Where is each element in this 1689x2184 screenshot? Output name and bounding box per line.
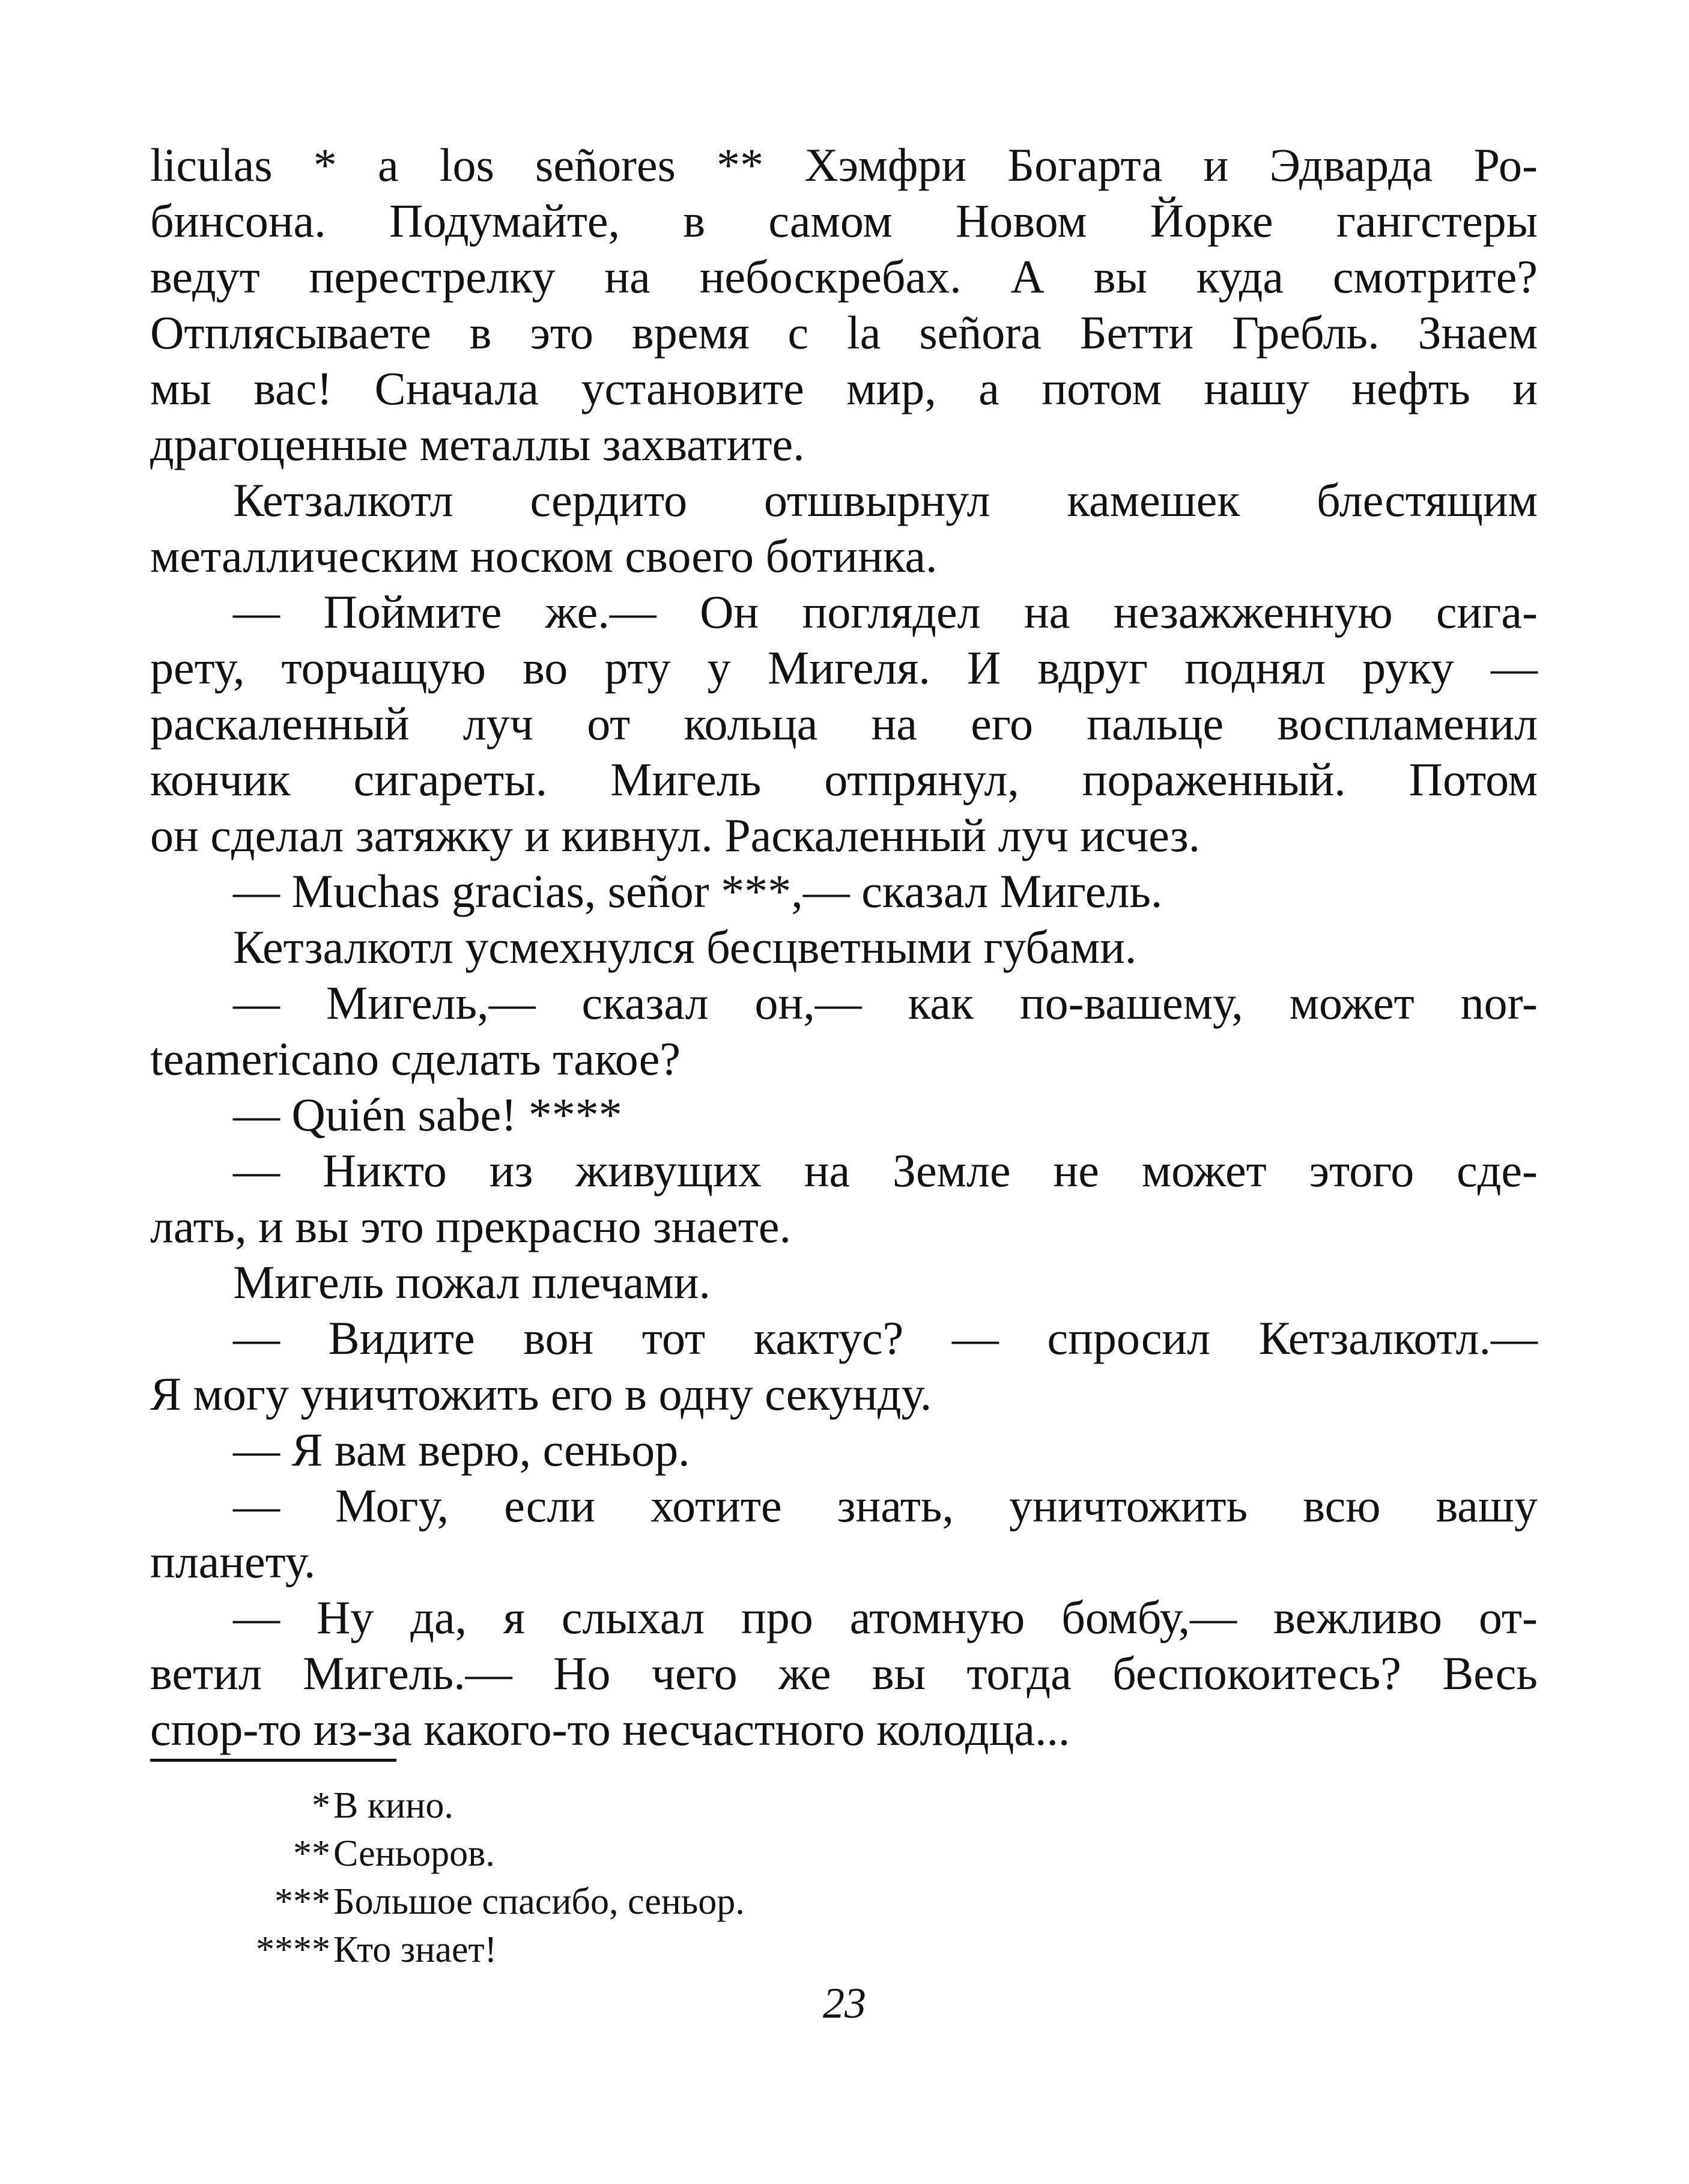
text-line: — Я вам верю, сеньор. <box>233 1424 690 1476</box>
footnotes <box>150 1782 991 1974</box>
footnote <box>150 1878 991 1926</box>
text-line: Мигель пожал плечами. <box>233 1256 711 1308</box>
page-number: 23 <box>823 1979 866 2027</box>
footnote <box>150 1830 991 1878</box>
text-line: металлическим носком своего ботинка. <box>150 530 938 582</box>
text-line: Кетзалкотл сердито отшвырнул камешек блестящим <box>233 474 1538 526</box>
text-line: кончик сигареты. Мигель отпрянул, пораженный. Потом <box>150 753 1538 805</box>
footnote-text: Большое спасибо, сеньор. <box>333 1881 745 1922</box>
text-line: — Видите вон тот кактус? — спросил Кетзалкотл.— <box>233 1312 1538 1364</box>
footnote-mark: ** <box>293 1833 330 1874</box>
footnote <box>150 1782 991 1830</box>
text-line: Кетзалкотл усмехнулся бесцветными губами. <box>233 921 1137 973</box>
text-line: Я могу уничтожить его в одну секунду. <box>150 1368 932 1420</box>
text-line: — Никто из живущих на Земле не может этого сде- <box>233 1144 1538 1197</box>
text-line: драгоценные металлы захватите. <box>150 418 805 470</box>
footnote-mark: *** <box>274 1881 330 1922</box>
text-line: — Muchas gracias, señor ***,— сказал Мигель. <box>233 865 1163 917</box>
footnote-text: Кто знает! <box>333 1929 497 1970</box>
text-line: — Могу, если хотите знать, уничтожить всю вашу <box>233 1479 1538 1532</box>
text-line: ведут перестрелку на небоскребах. А вы куда смотрите? <box>150 250 1538 303</box>
footnote-text: В кино. <box>333 1785 453 1826</box>
footnote-mark: * <box>312 1785 330 1826</box>
footnote <box>150 1926 991 1974</box>
footnote-divider <box>150 1759 396 1762</box>
text-line: liculas * a los señores ** Хэмфри Богарта и Эдварда Ро- <box>150 139 1538 191</box>
footnote-mark: **** <box>256 1929 330 1970</box>
text-line: — Мигель,— сказал он,— как по-вашему, может nor- <box>233 977 1538 1029</box>
text-line: планету. <box>150 1535 316 1588</box>
text-line: рету, торчащую во рту у Мигеля. И вдруг поднял руку — <box>150 642 1538 694</box>
text-line: teamericano сделать такое? <box>150 1033 681 1085</box>
text-line: раскаленный луч от кольца на его пальце воспламенил <box>150 697 1538 750</box>
footnote-text: Сеньоров. <box>333 1833 495 1874</box>
text-line: спор-то из-за какого-то несчастного колодца... <box>150 1703 1070 1755</box>
text-line: ветил Мигель.— Но чего же вы тогда беспокоитесь? Весь <box>150 1647 1538 1699</box>
text-line: — Quién sabe! **** <box>233 1088 622 1141</box>
text-line: Отплясываете в это время с la señora Бетти Гребль. Знаем <box>150 306 1538 359</box>
text-line: лать, и вы это прекрасно знаете. <box>150 1200 791 1252</box>
text-line: бинсона. Подумайте, в самом Новом Йорке гангстеры <box>150 195 1538 247</box>
text-line: — Ну да, я слыхал про атомную бомбу,— вежливо от- <box>233 1591 1538 1643</box>
text-line: он сделал затяжку и кивнул. Раскаленный луч исчез. <box>150 809 1201 861</box>
text-line: мы вас! Сначала установите мир, а потом нашу нефть и <box>150 362 1538 414</box>
text-line: — Поймите же.— Он поглядел на незажженную сига- <box>233 586 1538 638</box>
body-text <box>150 137 1538 1757</box>
